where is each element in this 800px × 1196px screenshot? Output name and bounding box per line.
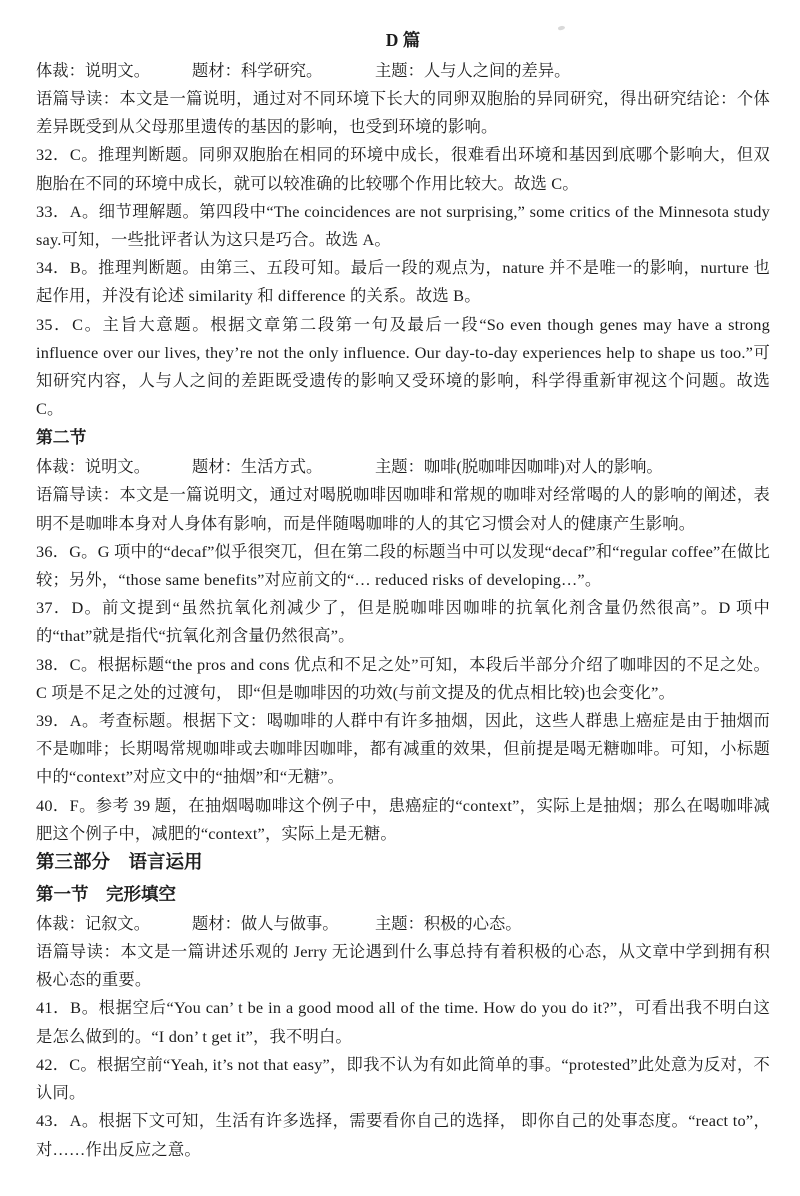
answer-item-42: 42．C。根据空前“Yeah, it’s not that easy”，即我不认为有如此简单的事。“protested”此处意为反对，不认同。	[36, 1054, 770, 1103]
part-three-intro: 语篇导读：本文是一篇讲述乐观的 Jerry 无论遇到什么事总持有着积极的心态，从文章中学到拥有积极心态的重要。	[36, 942, 770, 990]
theme-label: 主题：咖啡(脱咖啡因咖啡)对人的影响。	[375, 457, 663, 477]
part-three-meta	[36, 909, 770, 938]
section-two-heading: 第二节	[36, 428, 87, 448]
answer-item-35: 35．C。主旨大意题。根据文章第二段第一句及最后一段“So even though genes may have a strong influence over our lives, they’re not the only influence. Our day-to-day experiences help to shape us too.”可知研究内容，人与人之间的差距既受遗传的影响又受环境的影响，科学得重新审视这个问题。故选 C。	[36, 314, 770, 419]
material-label: 题材：做人与做事。	[192, 914, 339, 934]
answer-item-40: 40．F。参考 39 题，在抽烟喝咖啡这个例子中，患癌症的“context”，实际上是抽烟；那么在喝咖啡减肥这个例子中，减肥的“context”，实际上是无糖。	[36, 795, 770, 843]
genre-label: 体裁：说明文。	[36, 61, 150, 80]
part-three-sub-heading: 第一节 完形填空	[36, 884, 176, 905]
answer-item-37: 37．D。前文提到“虽然抗氧化剂减少了，但是脱咖啡因咖啡的抗氧化剂含量仍然很高”。D 项中的“that”就是指代“抗氧化剂含量仍然很高”。	[36, 598, 770, 646]
answer-item-43: 43．A。根据下文可知，生活有许多选择，需要看你自己的选择， 即你自己的处事态度。“react to”，对……作出反应之意。	[36, 1111, 770, 1159]
passage-d-intro: 语篇导读：本文是一篇说明，通过对不同环境下长大的同卵双胞胎的异同研究，得出研究结论：个体差异既受到从父母那里遗传的基因的影响，也受到环境的影响。	[36, 89, 770, 137]
answer-item-41: 41．B。根据空后“You can’ t be in a good mood all of the time. How do you do it?”，可看出我不明白这是怎么做到的。“I don’ t get it”，我不明白。	[36, 998, 770, 1046]
document-page	[36, 26, 770, 1164]
part-three-heading: 第三部分 语言运用	[36, 853, 203, 874]
genre-label: 体裁：记叙文。	[36, 914, 150, 934]
answer-item-33: 33．A。细节理解题。第四段中“The coincidences are not surprising,” some critics of the Minnesota study say.可知，一些批评者认为这只是巧合。故选 A。	[36, 201, 770, 250]
material-label: 题材：科学研究。	[192, 61, 323, 80]
genre-label: 体裁：说明文。	[36, 457, 150, 477]
section-two-intro: 语篇导读：本文是一篇说明文，通过对喝脱咖啡因咖啡和常规的咖啡对经常喝的人的影响的阐述，表明不是咖啡本身对人身体有影响，而是伴随喝咖啡的人的其它习惯会对人的健康产生影响。	[36, 485, 770, 533]
answer-item-34: 34．B。推理判断题。由第三、五段可知。最后一段的观点为，nature 并不是唯一的影响，nurture 也起作用，并没有论述 similarity 和 difference 的关系。故选 B。	[36, 258, 770, 306]
passage-d-meta	[36, 56, 770, 85]
answer-item-32: 32．C。推理判断题。同卵双胞胎在相同的环境中成长，很难看出环境和基因到底哪个影响大，但双胞胎在不同的环境中成长，就可以较准确的比较哪个作用比较大。故选 C。	[36, 145, 770, 193]
section-two-meta	[36, 452, 770, 481]
answer-item-36: 36．G。G 项中的“decaf”似乎很突兀，但在第二段的标题当中可以发现“decaf”和“regular coffee”在做比较；另外，“those same benefits”对应前文的“… reduced risks of developing…”。	[36, 541, 770, 590]
theme-label: 主题：积极的心态。	[375, 914, 522, 934]
answer-item-38: 38．C。根据标题“the pros and cons 优点和不足之处”可知，本段后半部分介绍了咖啡因的不足之处。C 项是不足之处的过渡句， 即“但是咖啡因的功效(与前文提及的优点相比较)也会变化”。	[36, 654, 770, 702]
material-label: 题材：生活方式。	[192, 457, 323, 477]
answer-item-39: 39．A。考查标题。根据下文：喝咖啡的人群中有许多抽烟，因此，这些人群患上癌症是由于抽烟而不是咖啡；长期喝常规咖啡或去咖啡因咖啡，都有减重的效果，但前提是喝无糖咖啡。可知，小标题中的“context”对应文中的“抽烟”和“无糖”。	[36, 711, 770, 787]
page-title: D 篇	[385, 30, 421, 50]
theme-label: 主题：人与人之间的差异。	[375, 61, 571, 80]
